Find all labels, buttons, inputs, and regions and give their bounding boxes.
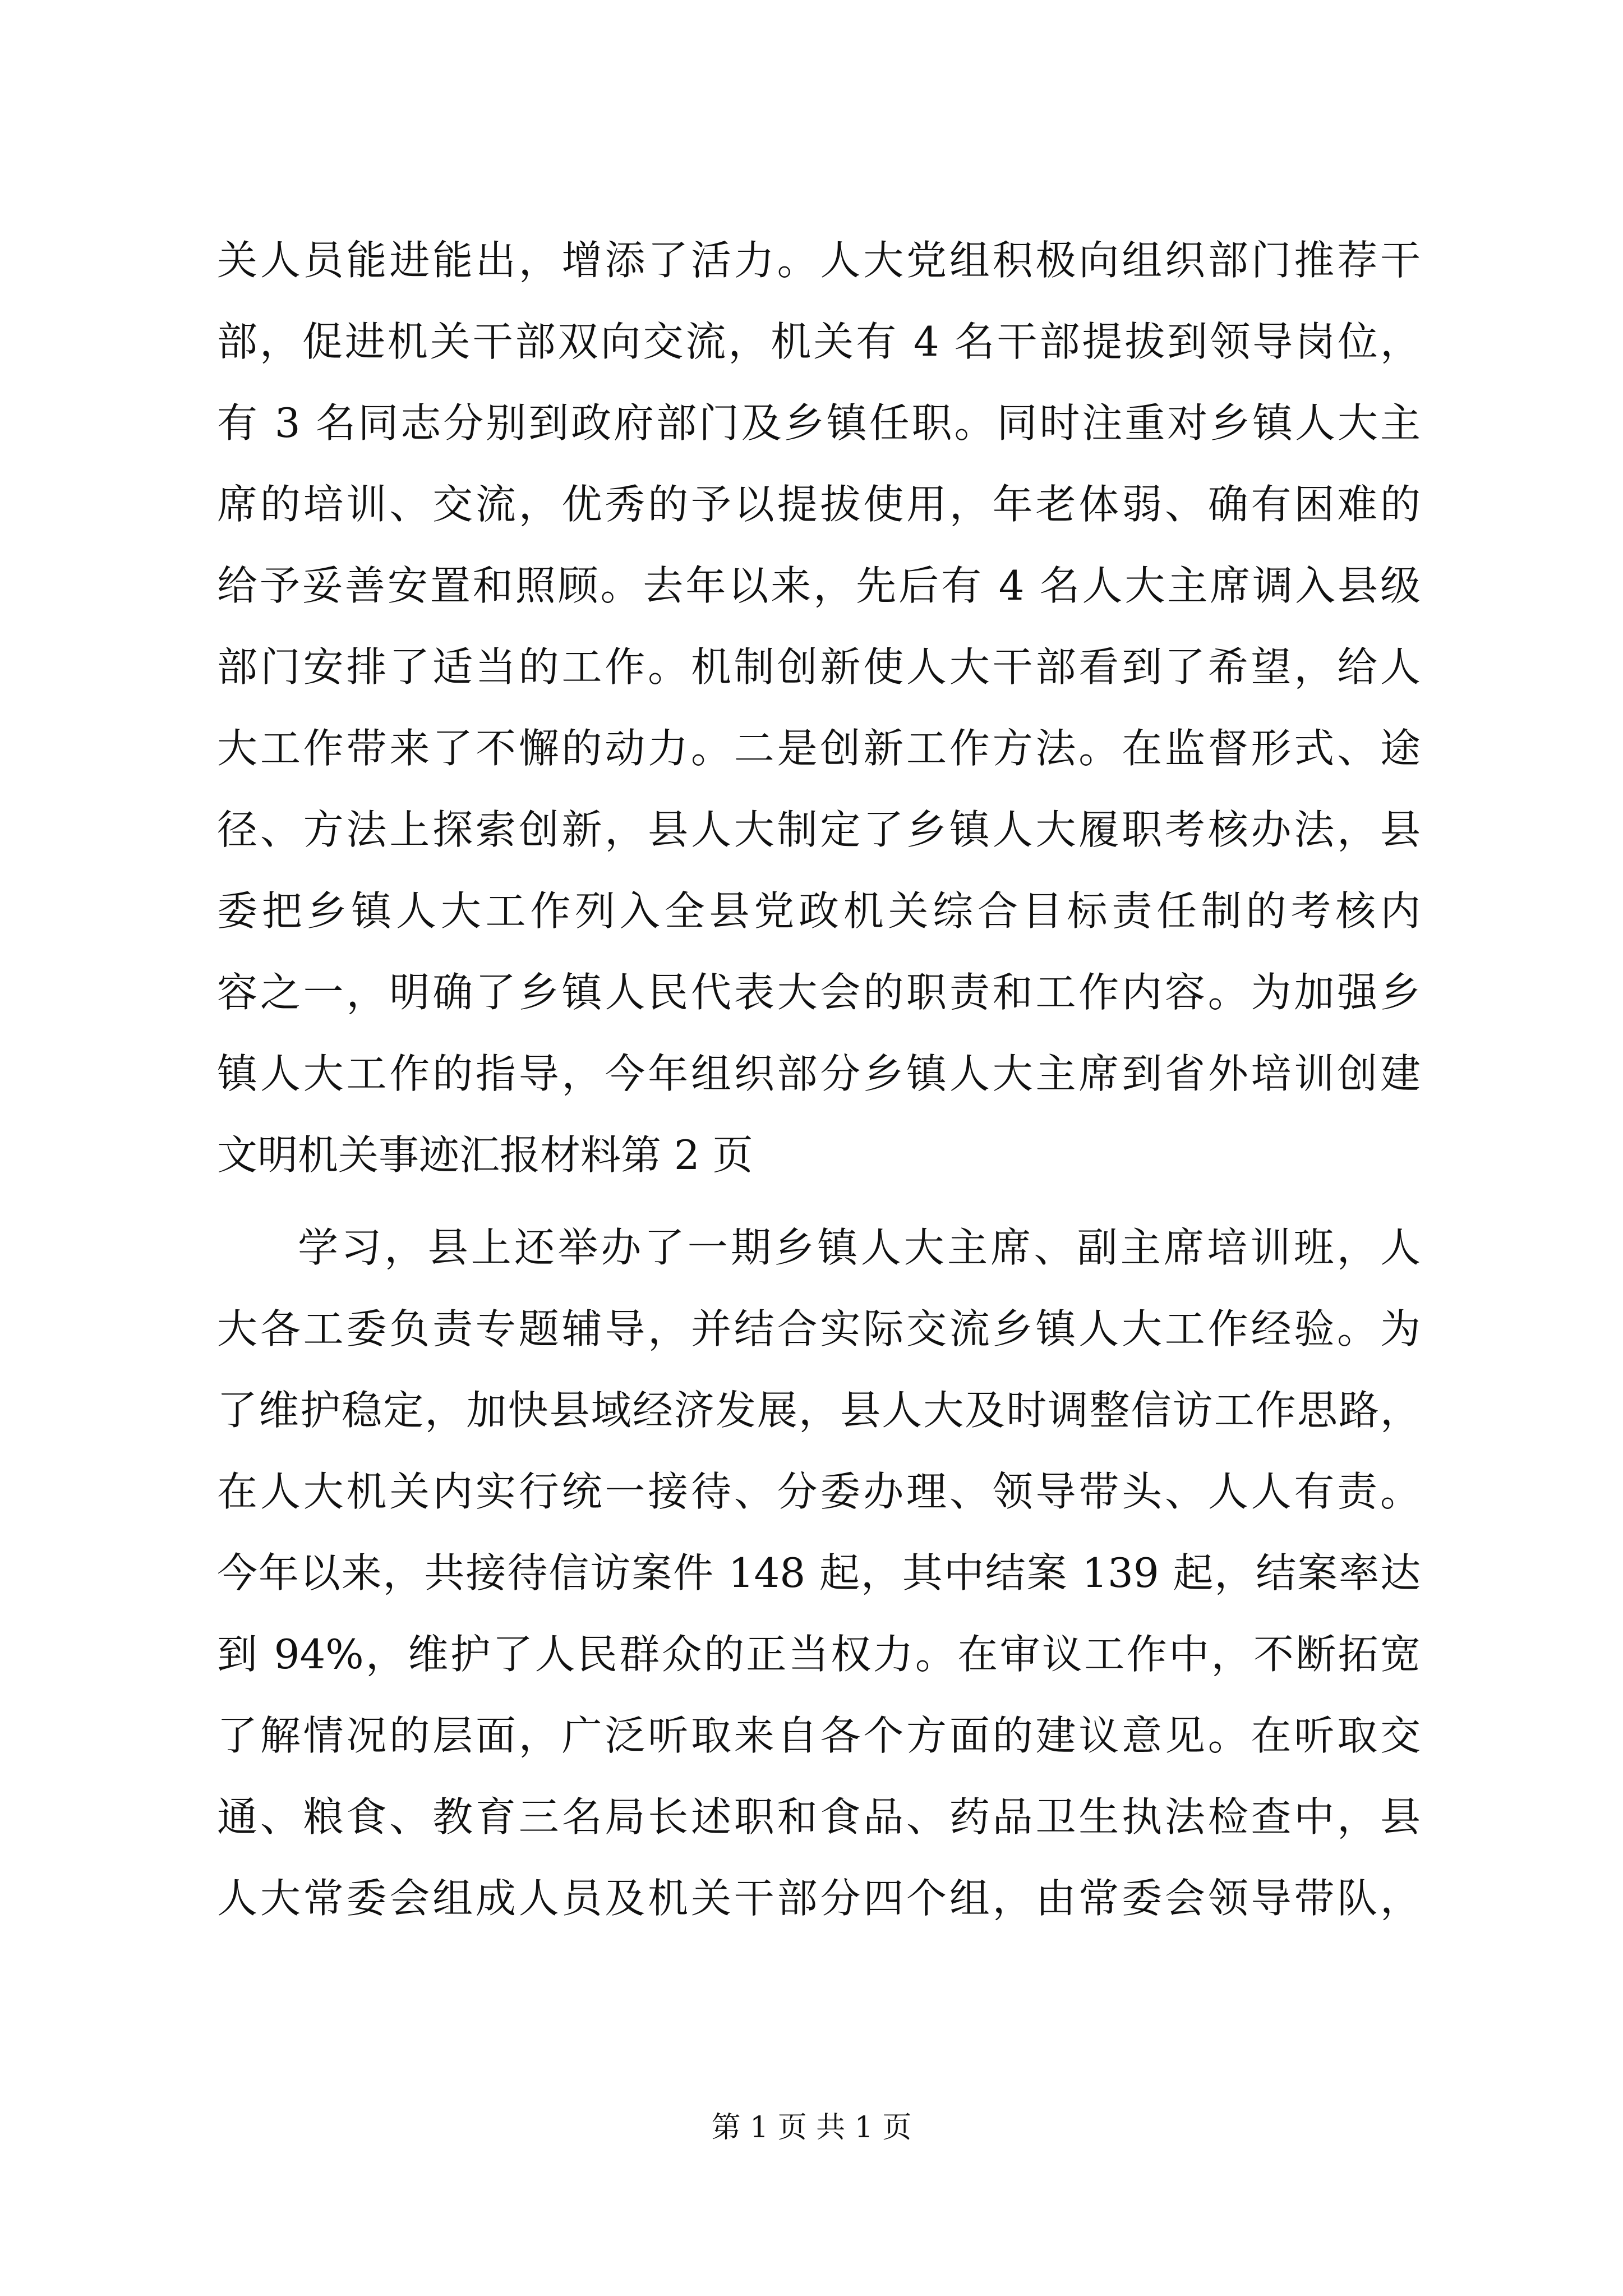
text-line: 通、粮食、教育三名局长述职和食品、药品卫生执法检查中，县 bbox=[217, 1793, 1421, 1841]
text-line: 给予妥善安置和照顾。去年以来，先后有 4 名人大主席调入县级 bbox=[217, 562, 1421, 609]
text-line: 容之一，明确了乡镇人民代表大会的职责和工作内容。为加强乡 bbox=[217, 969, 1421, 1016]
text-line: 大各工委负责专题辅导，并结合实际交流乡镇人大工作经验。为 bbox=[217, 1305, 1421, 1352]
paragraph-2 bbox=[217, 1207, 1421, 1939]
paragraph-gap bbox=[217, 1196, 1421, 1207]
text-line: 到 94%，维护了人民群众的正当权力。在审议工作中，不断拓宽 bbox=[217, 1631, 1421, 1678]
text-line: 了维护稳定，加快县域经济发展，县人大及时调整信访工作思路， bbox=[217, 1387, 1421, 1434]
text-line: 部门安排了适当的工作。机制创新使人大干部看到了希望，给人 bbox=[217, 643, 1421, 691]
text-line: 部，促进机关干部双向交流，机关有 4 名干部提拔到领导岗位， bbox=[217, 318, 1421, 365]
text-line: 席的培训、交流，优秀的予以提拔使用，年老体弱、确有困难的 bbox=[217, 481, 1421, 528]
text-line: 了解情况的层面，广泛听取来自各个方面的建议意见。在听取交 bbox=[217, 1712, 1421, 1759]
text-line: 学习，县上还举办了一期乡镇人大主席、副主席培训班，人 bbox=[298, 1224, 1421, 1271]
text-line: 镇人大工作的指导，今年组织部分乡镇人大主席到省外培训创建 bbox=[217, 1050, 1421, 1097]
text-line: 今年以来，共接待信访案件 148 起，其中结案 139 起，结案率达 bbox=[217, 1549, 1421, 1596]
text-line: 在人大机关内实行统一接待、分委办理、领导带头、人人有责。 bbox=[217, 1468, 1421, 1515]
paragraph-1 bbox=[217, 220, 1421, 1196]
text-line: 文明机关事迹汇报材料第 2 页 bbox=[217, 1131, 753, 1179]
text-line: 有 3 名同志分别到政府部门及乡镇任职。同时注重对乡镇人大主 bbox=[217, 399, 1421, 447]
document-body bbox=[217, 220, 1421, 1939]
page-number-label: 第 1 页 共 1 页 bbox=[711, 2111, 912, 2145]
text-line: 关人员能进能出，增添了活力。人大党组积极向组织部门推荐干 bbox=[217, 237, 1421, 284]
text-line: 人大常委会组成人员及机关干部分四个组，由常委会领导带队， bbox=[217, 1875, 1421, 1922]
page-footer bbox=[0, 2104, 1623, 2146]
text-line: 委把乡镇人大工作列入全县党政机关综合目标责任制的考核内 bbox=[217, 887, 1421, 935]
text-line: 大工作带来了不懈的动力。二是创新工作方法。在监督形式、途 bbox=[217, 725, 1421, 772]
text-line: 径、方法上探索创新，县人大制定了乡镇人大履职考核办法，县 bbox=[217, 806, 1421, 853]
